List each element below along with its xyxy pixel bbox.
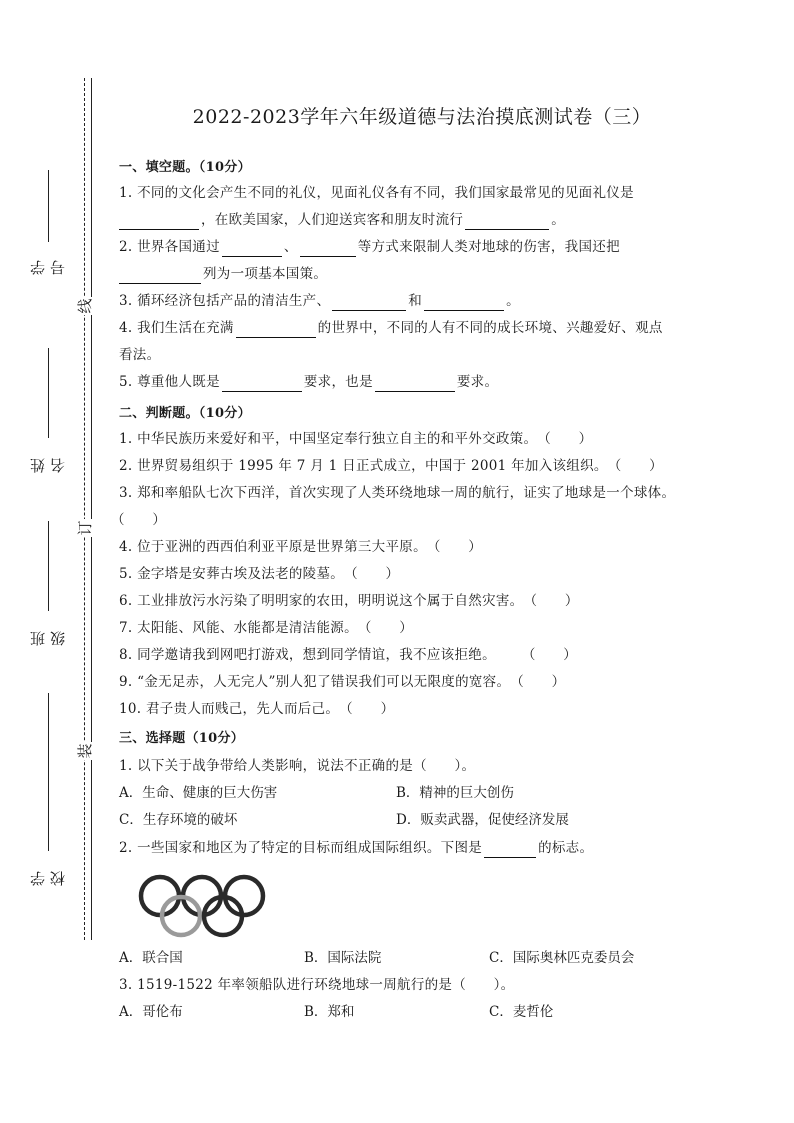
binding-char-ding: 订 [76,520,94,536]
judge-q7-text: 7. 太阳能、风能、水能都是清洁能源。 [119,620,358,636]
fill-q2-text-c: 等方式来限制人类对地球的伤害，我国还把 [357,239,620,255]
judge-q1 [119,429,711,449]
ring-top-right [225,877,263,915]
choice-q2-text-b: 的标志。 [538,840,594,856]
binding-solid-line [91,78,92,940]
fill-q2-text-b: 、 [283,239,298,255]
fill-q4-text-b: 的世界中，不同的人有不同的成长环境、兴趣爱好、观点 [317,320,663,336]
judge-q10-text: 10. 君子贵人而贱己，先人而后己。 [119,701,340,717]
answer-paren[interactable]: （ ） [537,431,593,447]
answer-blank[interactable] [332,294,406,311]
judge-q10 [119,699,711,719]
judge-q5 [119,564,711,584]
fill-q5-text-c: 要求。 [456,374,499,390]
fill-q1-line1: 1. 不同的文化会产生不同的礼仪，见面礼仪各有不同，我们国家最常见的见面礼仪是 [119,185,634,201]
fill-q5-text-b: 要求，也是 [303,374,373,390]
answer-blank[interactable] [300,240,356,257]
choice-q2 [119,838,711,858]
choice-q3-option-a[interactable]: A．哥伦布 [119,1004,183,1020]
fill-q2-line1 [119,237,711,257]
answer-blank[interactable] [375,375,455,392]
fill-q4-line1 [119,318,711,338]
class-label: 班级 [29,621,67,647]
judge-q8 [119,645,711,665]
choice-q2-option-b[interactable]: B．国际法院 [304,950,382,966]
answer-paren[interactable]: （ ） [523,593,579,609]
choice-q1: 1. 以下关于战争带给人类影响，说法不正确的是（ ）。 [119,758,476,774]
judge-q2-text: 2. 世界贸易组织于 1995 年 7 月 1 日正式成立，中国于 2001 年加入该组织。 [119,458,608,474]
fill-q4-line2: 看法。 [119,347,161,363]
ring-bottom-left [162,897,200,935]
judge-q9-text: 9. “金无足赤，人无完人”别人犯了错误我们可以无限度的宽容。 [119,674,511,690]
student-no-label: 学号 [29,250,67,276]
fill-q3 [119,291,711,311]
judge-q2 [119,456,711,476]
section-true-false-heading: 二、判断题。（10分） [119,406,251,421]
fill-q3-text-b: 和 [408,293,423,309]
section-fill-blank-heading: 一、填空题。（10分） [119,160,251,175]
page-title: 2022-2023学年六年级道德与法治摸底测试卷（三） [192,106,652,128]
judge-q6-text: 6. 工业排放污水污染了明明家的农田，明明说这个属于自然灾害。 [119,593,524,609]
answer-blank[interactable] [222,375,302,392]
binding-char-xian: 线 [76,298,94,314]
judge-q4-text: 4. 位于亚洲的西西伯利亚平原是世界第三大平原。 [119,539,427,555]
choice-q3: 3. 1519-1522 年率领船队进行环绕地球一周航行的是（ ）。 [119,977,515,993]
ring-top-left [141,877,179,915]
choice-q3-option-b[interactable]: B．郑和 [304,1004,355,1020]
answer-paren[interactable]: （ ） [426,539,483,555]
answer-blank[interactable] [119,213,199,230]
section-choice-heading: 三、选择题（10分） [119,731,245,746]
judge-q7 [119,618,711,638]
fill-q1-line2 [119,210,711,230]
choice-q1-option-d[interactable]: D．贩卖武器，促使经济发展 [396,812,569,828]
answer-paren[interactable]: （ ） [111,512,167,528]
answer-blank[interactable] [222,240,282,257]
fill-q5-text-a: 5. 尊重他人既是 [119,374,220,390]
ring-top-center [183,877,221,915]
answer-blank[interactable] [465,213,549,230]
fill-q3-text-c: 。 [506,293,520,309]
fill-q2-text-d: 列为一项基本国策。 [203,266,328,282]
answer-blank[interactable] [424,294,504,311]
choice-q2-text-a: 2. 一些国家和地区为了特定的目标而组成国际组织。下图是 [119,840,483,856]
ring-bottom-right [204,897,242,935]
answer-paren[interactable]: （ ） [357,620,414,636]
fill-q1-text-b: ，在欧美国家，人们迎送宾客和朋友时流行 [201,212,464,228]
answer-blank[interactable] [236,321,316,338]
judge-q1-text: 1. 中华民族历来爱好和平，中国坚定奉行独立自主的和平外交政策。 [119,431,538,447]
binding-dashed-line [84,78,85,940]
fill-q4-text-a: 4. 我们生活在充满 [119,320,234,336]
fill-q2-text-a: 2. 世界各国通过 [119,239,220,255]
judge-q5-text: 5. 金字塔是安葬古埃及法老的陵墓。 [119,566,345,582]
choice-q1-option-c[interactable]: C．生存环境的破坏 [119,812,238,828]
choice-q1-option-a[interactable]: A．生命、健康的巨大伤害 [119,785,278,801]
judge-q8-text: 8. 同学邀请我到网吧打游戏，想到同学情谊，我不应该拒绝。 [119,647,496,663]
choice-q2-option-a[interactable]: A．联合国 [119,950,183,966]
judge-q3-line1: 3. 郑和率船队七次下西洋，首次实现了人类环绕地球一周的航行，证实了地球是一个球体。 [119,485,676,501]
binding-char-zhuang: 装 [76,743,94,759]
answer-paren[interactable]: （ ） [607,458,663,474]
judge-q9 [119,672,711,692]
school-label: 学校 [29,861,67,887]
school-field[interactable] [48,693,49,851]
answer-blank[interactable] [119,267,201,284]
judge-q6 [119,591,711,611]
choice-q3-option-c[interactable]: C．麦哲伦 [489,1004,554,1020]
class-field[interactable] [48,521,49,611]
fill-q5 [119,372,711,392]
name-field[interactable] [48,348,49,438]
answer-paren[interactable]: （ ） [521,647,578,663]
answer-paren[interactable]: （ ） [510,674,566,690]
choice-q2-option-c[interactable]: C．国际奥林匹克委员会 [489,950,635,966]
judge-q3-line2 [111,510,711,530]
fill-q2-line2 [119,264,711,284]
answer-blank[interactable] [484,841,536,858]
olympic-rings-logo [134,872,270,940]
fill-q3-text-a: 3. 循环经济包括产品的清洁生产、 [119,293,331,309]
judge-q4 [119,537,711,557]
answer-paren[interactable]: （ ） [339,701,395,717]
student-no-field[interactable] [48,170,49,242]
fill-q1-text-c: 。 [551,212,566,228]
choice-q1-option-b[interactable]: B．精神的巨大创伤 [396,785,514,801]
answer-paren[interactable]: （ ） [344,566,400,582]
name-label: 姓名 [29,448,67,474]
